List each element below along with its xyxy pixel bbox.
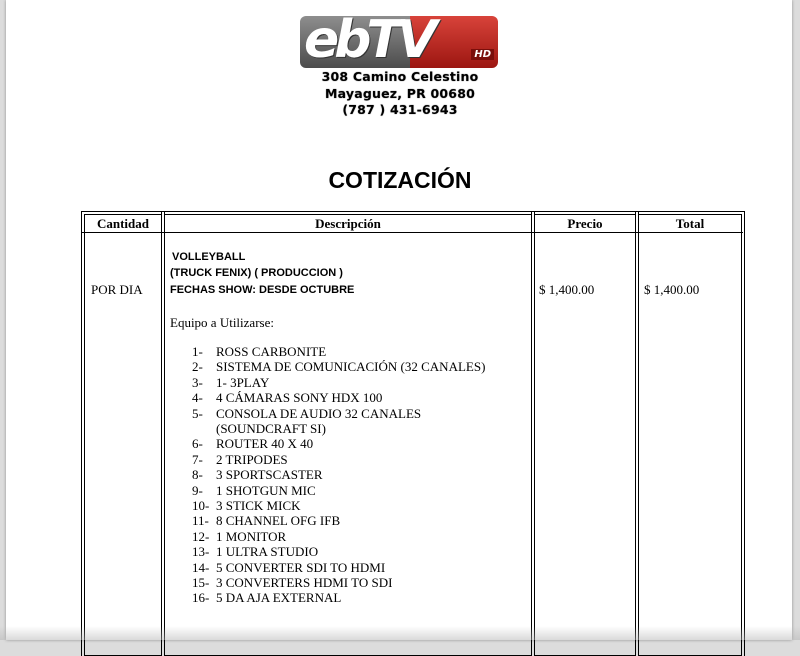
equipment-item [192, 421, 326, 437]
equipment-item-text: 8 CHANNEL OFG IFB [216, 513, 341, 529]
equipment-item-text: 3 STICK MICK [216, 498, 301, 513]
event-line: (TRUCK FENIX) ( PRODUCCION ) [170, 267, 343, 279]
header-divider [532, 232, 637, 233]
event-line: VOLLEYBALL [172, 251, 246, 263]
header-total: Total [675, 216, 705, 231]
equipment-item-number: 16- [192, 590, 210, 606]
equipment-item [192, 344, 326, 360]
equipment-item-number: 13- [192, 544, 210, 560]
equipment-item-number: 8- [192, 467, 203, 483]
equipment-item [192, 529, 286, 545]
equipment-item-text: 1 MONITOR [216, 528, 287, 544]
equipment-item [192, 513, 340, 529]
equipment-item-number: 12- [192, 528, 210, 544]
equipment-item-text: (SOUNDCRAFT SI) [216, 421, 326, 436]
equipment-item [192, 498, 301, 514]
equipment-item-text: 4 CÁMARAS SONY HDX 100 [216, 390, 383, 406]
header-descripcion: Descripción [315, 216, 381, 231]
header-divider [82, 232, 163, 233]
equipment-item-text: ROUTER 40 X 40 [216, 436, 314, 452]
equipment-item-text: 1 SHOTGUN MIC [216, 482, 316, 498]
equipment-item-text: 5 DA AJA EXTERNAL [216, 590, 342, 606]
equipment-item-number: 9- [192, 482, 203, 498]
quantity-value: POR DIA [91, 282, 143, 297]
event-line: FECHAS SHOW: DESDE OCTUBRE [170, 284, 355, 296]
equipment-item-text: 1- 3PLAY [216, 374, 270, 390]
equipment-item-text: SISTEMA DE COMUNICACIÓN (32 CANALES) [216, 359, 486, 375]
price-value: $ 1,400.00 [539, 282, 595, 297]
equipment-item [192, 406, 421, 422]
equipment-item [192, 452, 288, 468]
logo-text: ebTV [304, 10, 433, 70]
column-cantidad [84, 214, 162, 656]
address-phone: (787 ) 431-6943 [342, 102, 458, 117]
page-title: COTIZACIÓN [328, 167, 472, 193]
equipment-item-number: 11- [192, 513, 209, 529]
header-divider [162, 232, 533, 233]
total-value: $ 1,400.00 [644, 282, 700, 297]
equipment-item [192, 544, 318, 560]
equipment-item-number: 3- [192, 374, 203, 390]
equipment-item [192, 359, 485, 375]
column-precio [534, 214, 636, 656]
address-city: Mayaguez, PR 00680 [325, 86, 475, 101]
equipment-item-number: 4- [192, 390, 203, 406]
equipment-item-number: 7- [192, 451, 203, 467]
equipment-item-number: 6- [192, 436, 203, 452]
equipment-item-number: 2- [192, 359, 203, 375]
ebtv-logo [300, 10, 498, 70]
equipment-item [192, 560, 385, 576]
equipment-item-number: 10- [192, 498, 210, 513]
equipment-item-number: 15- [192, 575, 210, 590]
equipment-item [192, 590, 341, 606]
column-total [638, 214, 742, 656]
equipment-item-number: 1- [192, 344, 203, 359]
equipment-item [192, 375, 269, 391]
header-precio: Precio [567, 216, 603, 231]
equipment-item [192, 436, 313, 452]
logo-hd-badge: HD [471, 49, 494, 60]
equipment-item-text: 3 CONVERTERS HDMI TO SDI [216, 575, 393, 590]
equipment-item-text: 2 TRIPODES [216, 451, 288, 467]
equipment-item [192, 483, 316, 499]
equipment-item [192, 575, 392, 591]
header-cantidad: Cantidad [96, 216, 150, 231]
equipment-item [192, 467, 323, 483]
equipment-item-text: 3 SPORTSCASTER [216, 467, 323, 483]
equipment-item-text: CONSOLA DE AUDIO 32 CANALES [216, 405, 422, 421]
address-street: 308 Camino Celestino [321, 69, 479, 84]
equipment-item [192, 390, 382, 406]
equipment-heading: Equipo a Utilizarse: [170, 315, 274, 330]
equipment-item-text: 1 ULTRA STUDIO [216, 544, 319, 560]
equipment-item-number: 5- [192, 405, 203, 421]
equipment-item-text: ROSS CARBONITE [216, 344, 327, 359]
header-divider [636, 232, 743, 233]
equipment-item-text: 5 CONVERTER SDI TO HDMI [216, 559, 386, 575]
equipment-item-number: 14- [192, 559, 210, 575]
page-bottom-shadow [0, 626, 800, 640]
